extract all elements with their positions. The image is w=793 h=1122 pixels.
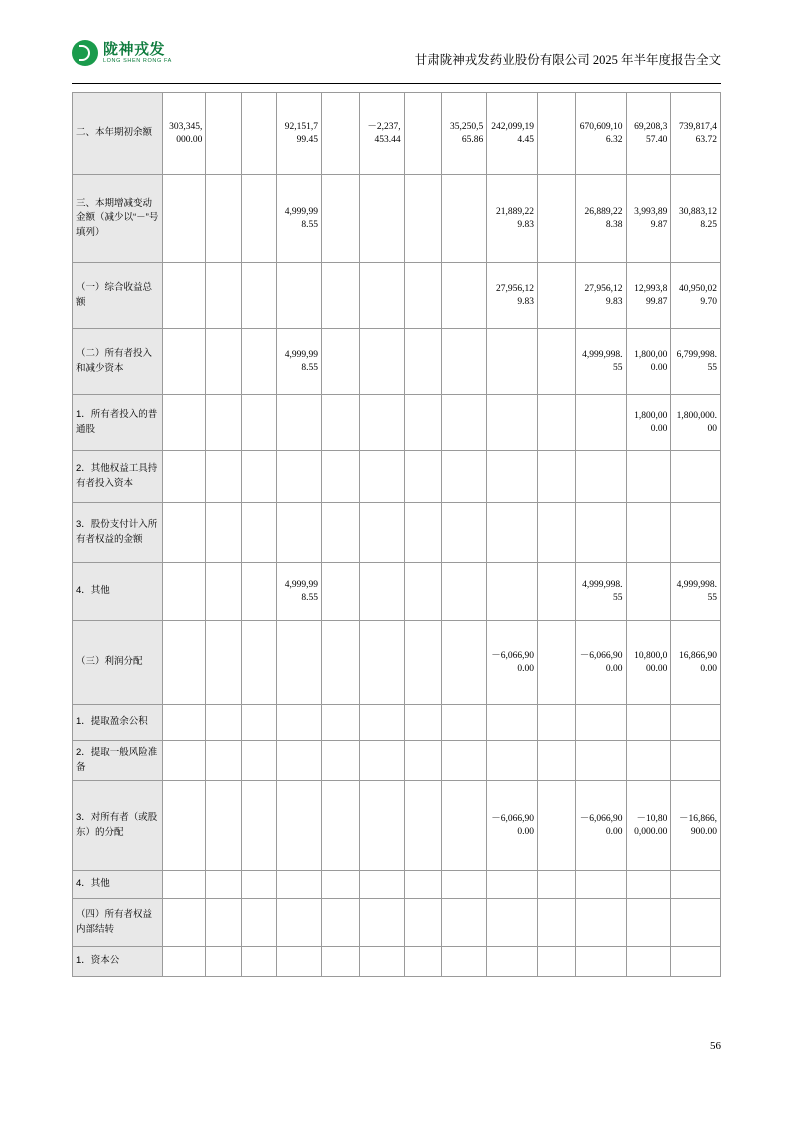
- row-label: 2．提取一般风险准备: [73, 741, 163, 781]
- table-cell: [575, 871, 626, 899]
- table-cell: [206, 563, 241, 621]
- table-cell: 26,889,228.38: [575, 175, 626, 263]
- table-cell: [538, 329, 576, 395]
- table-cell: 27,956,129.83: [575, 263, 626, 329]
- table-cell: [538, 395, 576, 451]
- table-cell: 16,866,900.00: [671, 621, 721, 705]
- table-cell: [487, 899, 538, 947]
- table-cell: [442, 741, 487, 781]
- table-cell: [575, 705, 626, 741]
- table-cell: [442, 395, 487, 451]
- table-cell: [206, 705, 241, 741]
- table-cell: [277, 871, 322, 899]
- table-cell: [206, 947, 241, 977]
- table-cell: [206, 263, 241, 329]
- table-row: [73, 395, 721, 451]
- table-cell: [162, 263, 206, 329]
- table-cell: [404, 871, 442, 899]
- table-cell: [359, 947, 404, 977]
- table-cell: [206, 451, 241, 503]
- table-cell: [671, 451, 721, 503]
- table-cell: [277, 741, 322, 781]
- table-cell: －16,866,900.00: [671, 781, 721, 871]
- table-cell: [442, 621, 487, 705]
- table-cell: [487, 451, 538, 503]
- table-row: [73, 93, 721, 175]
- table-cell: 92,151,799.45: [277, 93, 322, 175]
- table-cell: [206, 871, 241, 899]
- row-label: 1．提取盈余公积: [73, 705, 163, 741]
- table-cell: [206, 781, 241, 871]
- table-row: [73, 741, 721, 781]
- table-cell: 1,800,000.00: [626, 395, 671, 451]
- table-cell: [359, 705, 404, 741]
- table-cell: 30,883,128.25: [671, 175, 721, 263]
- table-cell: [277, 263, 322, 329]
- table-cell: [442, 563, 487, 621]
- table-cell: [404, 741, 442, 781]
- table-cell: [626, 741, 671, 781]
- table-cell: [322, 93, 360, 175]
- table-cell: －10,800,000.00: [626, 781, 671, 871]
- table-cell: [404, 329, 442, 395]
- table-row: [73, 503, 721, 563]
- table-cell: [277, 395, 322, 451]
- table-row: [73, 899, 721, 947]
- table-cell: 303,345,000.00: [162, 93, 206, 175]
- table-cell: [359, 871, 404, 899]
- page-header: [72, 40, 721, 84]
- table-cell: [404, 395, 442, 451]
- table-cell: [671, 871, 721, 899]
- table-cell: [487, 329, 538, 395]
- header-divider: [72, 83, 721, 84]
- row-label: 1．所有者投入的普通股: [73, 395, 163, 451]
- owners-equity-change-table: [72, 92, 721, 977]
- table-cell: [538, 175, 576, 263]
- table-cell: [538, 947, 576, 977]
- row-label: 2．其他权益工具持有者投入资本: [73, 451, 163, 503]
- table-row: [73, 705, 721, 741]
- table-cell: [575, 395, 626, 451]
- table-cell: [671, 899, 721, 947]
- table-cell: －6,066,900.00: [575, 621, 626, 705]
- table-cell: [442, 175, 487, 263]
- table-cell: [322, 175, 360, 263]
- row-label: 三、本期增减变动金额（减少以“－”号填列）: [73, 175, 163, 263]
- table-cell: 69,208,357.40: [626, 93, 671, 175]
- table-cell: [241, 451, 276, 503]
- table-cell: [162, 899, 206, 947]
- row-label: 二、本年期初余额: [73, 93, 163, 175]
- table-cell: [442, 899, 487, 947]
- table-cell: [626, 705, 671, 741]
- table-cell: [359, 781, 404, 871]
- table-cell: [359, 899, 404, 947]
- table-cell: [538, 621, 576, 705]
- table-cell: [487, 871, 538, 899]
- table-cell: [241, 563, 276, 621]
- table-cell: [538, 93, 576, 175]
- table-cell: [487, 741, 538, 781]
- table-cell: [404, 451, 442, 503]
- table-cell: [359, 563, 404, 621]
- table-cell: 1,800,000.00: [626, 329, 671, 395]
- table-cell: [538, 741, 576, 781]
- table-cell: [322, 741, 360, 781]
- table-cell: [322, 899, 360, 947]
- table-row: [73, 563, 721, 621]
- table-cell: [404, 947, 442, 977]
- row-label: （三）利润分配: [73, 621, 163, 705]
- table-cell: [162, 871, 206, 899]
- table-cell: [671, 705, 721, 741]
- table-cell: [442, 503, 487, 563]
- row-label: 3．对所有者（或股东）的分配: [73, 781, 163, 871]
- table-cell: 4,999,998.55: [277, 563, 322, 621]
- table-row: [73, 781, 721, 871]
- table-cell: [241, 741, 276, 781]
- table-cell: [671, 741, 721, 781]
- table-cell: 1,800,000.00: [671, 395, 721, 451]
- table-cell: [359, 503, 404, 563]
- table-cell: [442, 947, 487, 977]
- table-row: [73, 175, 721, 263]
- table-cell: [162, 705, 206, 741]
- table-cell: [487, 503, 538, 563]
- table-cell: [404, 705, 442, 741]
- table-row: [73, 871, 721, 899]
- table-cell: [404, 263, 442, 329]
- table-cell: [404, 781, 442, 871]
- table-cell: [359, 175, 404, 263]
- table-cell: [162, 503, 206, 563]
- table-cell: [322, 451, 360, 503]
- logo-english-name: LONG SHEN RONG FA: [103, 57, 172, 64]
- table-cell: [206, 899, 241, 947]
- row-label: 4．其他: [73, 871, 163, 899]
- table-cell: －2,237,453.44: [359, 93, 404, 175]
- table-cell: [538, 899, 576, 947]
- table-cell: [162, 329, 206, 395]
- table-cell: [241, 93, 276, 175]
- table-cell: [404, 175, 442, 263]
- table-cell: [241, 621, 276, 705]
- table-cell: 6,799,998.55: [671, 329, 721, 395]
- table-cell: [538, 705, 576, 741]
- table-cell: [671, 503, 721, 563]
- table-cell: [162, 395, 206, 451]
- table-cell: [626, 947, 671, 977]
- table-cell: 4,999,998.55: [671, 563, 721, 621]
- table-cell: [241, 175, 276, 263]
- table-cell: [404, 899, 442, 947]
- table-cell: [538, 563, 576, 621]
- table-row: [73, 263, 721, 329]
- table-cell: [322, 705, 360, 741]
- table-cell: [322, 947, 360, 977]
- table-cell: [322, 263, 360, 329]
- table-cell: [277, 899, 322, 947]
- row-label: 4．其他: [73, 563, 163, 621]
- table-cell: [206, 93, 241, 175]
- table-cell: [487, 947, 538, 977]
- table-cell: [277, 705, 322, 741]
- table-cell: [359, 395, 404, 451]
- table-cell: [442, 329, 487, 395]
- company-logo: [72, 40, 172, 66]
- table-cell: [322, 871, 360, 899]
- table-cell: 12,993,899.87: [626, 263, 671, 329]
- table-cell: [206, 395, 241, 451]
- table-cell: [538, 451, 576, 503]
- table-cell: －6,066,900.00: [487, 781, 538, 871]
- table-cell: [241, 705, 276, 741]
- table-cell: [442, 871, 487, 899]
- table-cell: [322, 503, 360, 563]
- table-cell: [206, 621, 241, 705]
- table-cell: [487, 705, 538, 741]
- table-cell: [162, 621, 206, 705]
- page-number: 56: [710, 1040, 721, 1052]
- table-cell: 27,956,129.83: [487, 263, 538, 329]
- table-cell: [442, 705, 487, 741]
- table-cell: [322, 329, 360, 395]
- table-cell: 242,099,194.45: [487, 93, 538, 175]
- table-cell: [538, 503, 576, 563]
- table-cell: 3,993,899.87: [626, 175, 671, 263]
- table-cell: [359, 451, 404, 503]
- row-label: （四）所有者权益内部结转: [73, 899, 163, 947]
- table-cell: [322, 781, 360, 871]
- table-cell: [575, 451, 626, 503]
- table-cell: 21,889,229.83: [487, 175, 538, 263]
- table-cell: [206, 175, 241, 263]
- table-cell: [277, 781, 322, 871]
- table-cell: [359, 621, 404, 705]
- table-cell: [442, 451, 487, 503]
- table-cell: [277, 451, 322, 503]
- row-label: 1．资本公: [73, 947, 163, 977]
- table-cell: [162, 947, 206, 977]
- table-cell: －6,066,900.00: [487, 621, 538, 705]
- logo-chinese-name: 陇神戎发: [103, 40, 166, 58]
- table-cell: [322, 563, 360, 621]
- table-cell: [241, 395, 276, 451]
- table-cell: [626, 563, 671, 621]
- table-cell: [162, 781, 206, 871]
- table-cell: [442, 781, 487, 871]
- table-cell: [671, 947, 721, 977]
- table-cell: [487, 395, 538, 451]
- table-cell: [359, 741, 404, 781]
- table-cell: [404, 93, 442, 175]
- table-cell: [538, 781, 576, 871]
- table-cell: 4,999,998.55: [575, 329, 626, 395]
- table-cell: [162, 175, 206, 263]
- report-title: 甘肃陇神戎发药业股份有限公司 2025 年半年度报告全文: [414, 53, 721, 67]
- row-label: （一）综合收益总额: [73, 263, 163, 329]
- table-cell: 35,250,565.86: [442, 93, 487, 175]
- table-cell: [626, 899, 671, 947]
- table-cell: [206, 329, 241, 395]
- table-cell: [404, 563, 442, 621]
- table-cell: [359, 263, 404, 329]
- table-cell: [575, 741, 626, 781]
- table-cell: 4,999,998.55: [575, 563, 626, 621]
- table-cell: [575, 947, 626, 977]
- table-cell: [575, 503, 626, 563]
- table-cell: [162, 451, 206, 503]
- table-cell: [206, 503, 241, 563]
- table-cell: [538, 263, 576, 329]
- table-cell: [241, 503, 276, 563]
- table-cell: [241, 947, 276, 977]
- table-cell: 4,999,998.55: [277, 329, 322, 395]
- table-cell: [162, 563, 206, 621]
- table-cell: [322, 395, 360, 451]
- table-row: [73, 329, 721, 395]
- table-cell: [575, 899, 626, 947]
- table-cell: [277, 947, 322, 977]
- table-cell: [241, 871, 276, 899]
- table-cell: 4,999,998.55: [277, 175, 322, 263]
- table-cell: －6,066,900.00: [575, 781, 626, 871]
- logo-text: [103, 42, 172, 65]
- table-cell: [626, 451, 671, 503]
- table-row: [73, 451, 721, 503]
- table-cell: [241, 781, 276, 871]
- table-row: [73, 621, 721, 705]
- table-cell: [277, 621, 322, 705]
- table-cell: 10,800,000.00: [626, 621, 671, 705]
- table-cell: [322, 621, 360, 705]
- table-cell: [241, 329, 276, 395]
- table-cell: [206, 741, 241, 781]
- table-cell: [626, 503, 671, 563]
- table-cell: [162, 741, 206, 781]
- logo-emblem-icon: [72, 40, 98, 66]
- table-cell: [241, 899, 276, 947]
- table-cell: [487, 563, 538, 621]
- table-cell: [241, 263, 276, 329]
- table-cell: 670,609,106.32: [575, 93, 626, 175]
- table-cell: [404, 621, 442, 705]
- table-cell: [277, 503, 322, 563]
- financial-table-container: [72, 92, 721, 977]
- table-row: [73, 947, 721, 977]
- table-cell: [442, 263, 487, 329]
- table-cell: 40,950,029.70: [671, 263, 721, 329]
- table-cell: 739,817,463.72: [671, 93, 721, 175]
- row-label: 3．股份支付计入所有者权益的金额: [73, 503, 163, 563]
- table-cell: [626, 871, 671, 899]
- row-label: （二）所有者投入和减少资本: [73, 329, 163, 395]
- table-cell: [359, 329, 404, 395]
- table-cell: [538, 871, 576, 899]
- table-cell: [404, 503, 442, 563]
